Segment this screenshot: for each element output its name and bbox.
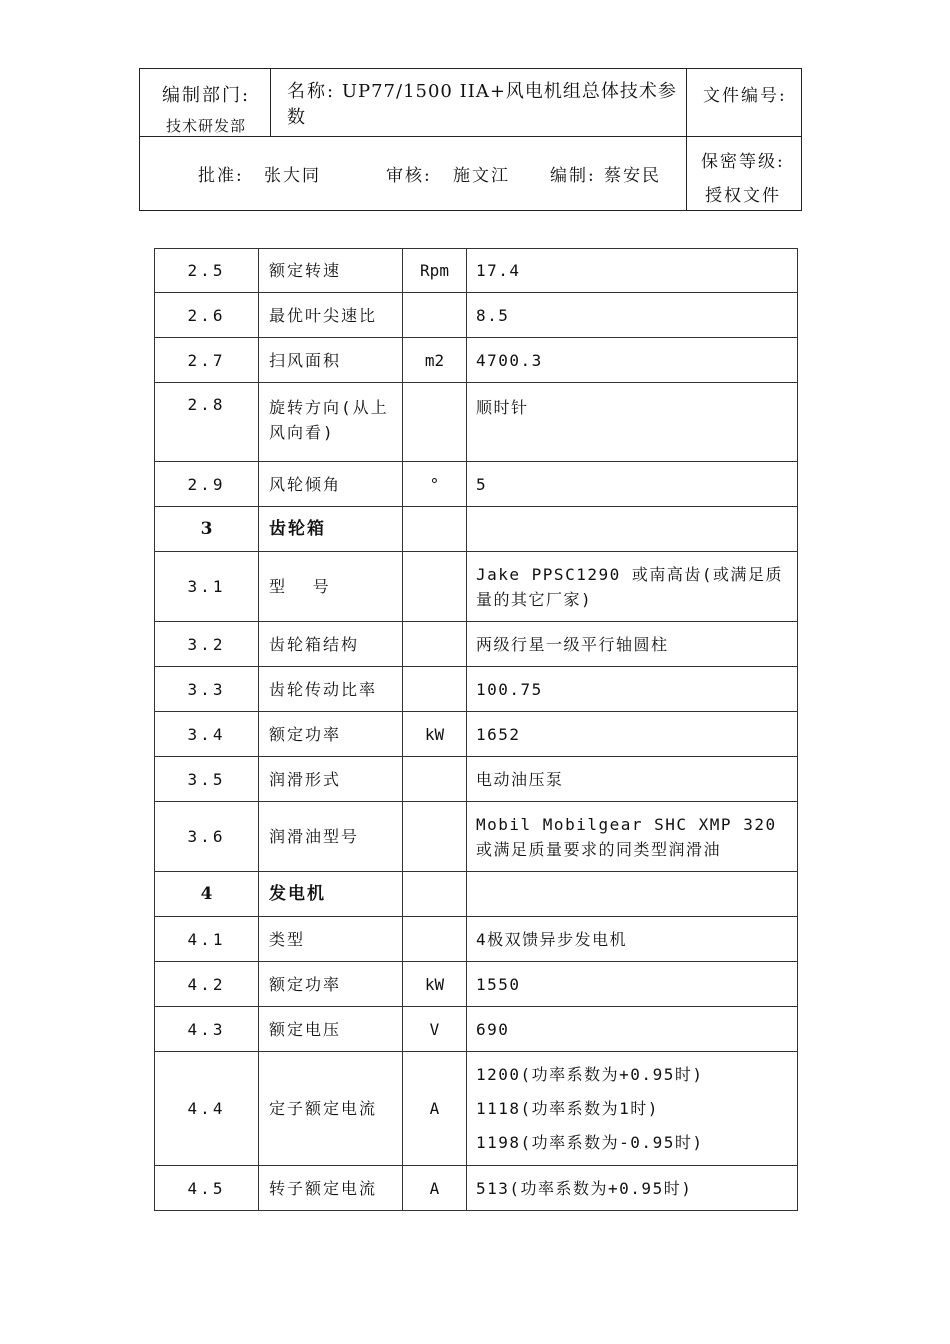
item-value [467,962,798,1007]
item-unit: Rpm [403,249,467,293]
table-row [155,338,798,383]
value-line: 电动油压泵 [476,769,564,789]
value-line: 513(功率系数为+0.95时) [476,1178,693,1198]
secrecy-cell [687,137,802,211]
item-value [467,338,798,383]
item-value [467,712,798,757]
value-line: 4极双馈异步发电机 [476,929,628,949]
item-value [467,872,798,917]
item-number: 3.1 [155,552,259,622]
item-unit [403,757,467,802]
section-row [155,507,798,552]
item-name: 转子额定电流 [259,1166,403,1211]
item-unit [403,293,467,338]
item-unit [403,383,467,462]
item-value [467,622,798,667]
table-row [155,962,798,1007]
item-name: 齿轮传动比率 [259,667,403,712]
item-name: 类型 [259,917,403,962]
approval-row [140,137,687,211]
item-name: 最优叶尖速比 [259,293,403,338]
review-label: 审核: [386,166,432,186]
item-unit: V [403,1007,467,1052]
item-unit [403,507,467,552]
section-row [155,872,798,917]
value-line: 1550 [476,974,521,994]
item-name: 额定功率 [259,712,403,757]
item-name: 润滑油型号 [259,802,403,872]
item-value [467,1052,798,1166]
table-row [155,802,798,872]
item-value [467,802,798,872]
item-value [467,1166,798,1211]
item-number: 3.3 [155,667,259,712]
value-line: 4700.3 [476,350,543,370]
item-number: 4.3 [155,1007,259,1052]
item-unit: ° [403,462,467,507]
item-value [467,757,798,802]
review-name: 施文江 [453,166,510,186]
table-row [155,622,798,667]
title-text: UP77/1500 IIA+风电机组总体技术参数 [287,80,677,128]
value-line: 100.75 [476,679,543,699]
item-name: 额定转速 [259,249,403,293]
value-line: 两级行星一级平行轴圆柱 [476,634,669,654]
secrecy-label: 保密等级: [701,152,785,172]
value-line: 1652 [476,724,521,744]
item-unit: m2 [403,338,467,383]
compile-label: 编制: [550,166,596,186]
item-number: 2.7 [155,338,259,383]
item-number: 4.1 [155,917,259,962]
table-row [155,1007,798,1052]
item-unit: A [403,1052,467,1166]
item-number: 3.5 [155,757,259,802]
item-unit [403,552,467,622]
value-line: 8.5 [476,305,510,325]
item-name: 扫风面积 [259,338,403,383]
item-value [467,249,798,293]
item-value [467,917,798,962]
approve-name: 张大同 [264,166,321,186]
item-name: 风轮倾角 [259,462,403,507]
table-row [155,249,798,293]
item-unit [403,917,467,962]
file-number-label: 文件编号: [703,86,787,106]
value-line: Mobil Mobilgear SHC XMP 320或满足质量要求的同类型润滑油 [476,814,777,859]
item-number: 3.4 [155,712,259,757]
secrecy-value: 授权文件 [705,186,781,206]
item-number: 3 [155,507,259,552]
table-row [155,1052,798,1166]
department-cell [140,69,271,137]
department-value: 技术研发部 [166,117,247,135]
item-value [467,552,798,622]
table-row [155,712,798,757]
table-row [155,383,798,462]
item-value [467,667,798,712]
item-unit: kW [403,712,467,757]
item-number: 4.2 [155,962,259,1007]
item-number: 4.4 [155,1052,259,1166]
value-line: 17.4 [476,261,521,280]
item-value [467,1007,798,1052]
file-number-cell [687,69,802,137]
table-row [155,757,798,802]
value-line: 顺时针 [476,398,529,417]
table-row [155,293,798,338]
item-value [467,507,798,552]
title-prefix: 名称: [287,80,336,102]
item-number: 4 [155,872,259,917]
item-name: 型 号 [259,552,403,622]
value-line: 1198(功率系数为-0.95时) [476,1133,704,1152]
value-line: 690 [476,1019,510,1039]
value-line: Jake PPSC1290 或南高齿(或满足质量的其它厂家) [476,564,783,609]
item-value [467,383,798,462]
document-title [271,69,687,137]
value-line: 5 [476,474,488,494]
item-number: 2.5 [155,249,259,293]
item-unit [403,802,467,872]
table-row [155,552,798,622]
table-row [155,667,798,712]
item-unit [403,872,467,917]
table-row [155,1166,798,1211]
value-line: 1200(功率系数为+0.95时) [476,1065,704,1084]
item-name: 齿轮箱 [259,507,403,552]
item-name: 齿轮箱结构 [259,622,403,667]
item-name: 发电机 [259,872,403,917]
item-unit [403,622,467,667]
spec-table [154,248,798,1211]
item-unit: A [403,1166,467,1211]
item-name: 旋转方向(从上风向看) [259,383,403,462]
department-label: 编制部门: [162,85,251,106]
item-unit [403,667,467,712]
item-number: 2.6 [155,293,259,338]
item-number: 4.5 [155,1166,259,1211]
item-number: 2.8 [155,383,259,462]
document-header-table [139,68,802,211]
item-value [467,462,798,507]
item-name: 额定电压 [259,1007,403,1052]
item-name: 定子额定电流 [259,1052,403,1166]
value-line: 1118(功率系数为1时) [476,1099,659,1118]
item-value [467,293,798,338]
table-row [155,917,798,962]
item-number: 2.9 [155,462,259,507]
item-unit: kW [403,962,467,1007]
item-name: 润滑形式 [259,757,403,802]
compile-name: 蔡安民 [604,166,661,186]
item-number: 3.2 [155,622,259,667]
item-name: 额定功率 [259,962,403,1007]
approve-label: 批准: [198,166,244,186]
item-number: 3.6 [155,802,259,872]
table-row [155,462,798,507]
